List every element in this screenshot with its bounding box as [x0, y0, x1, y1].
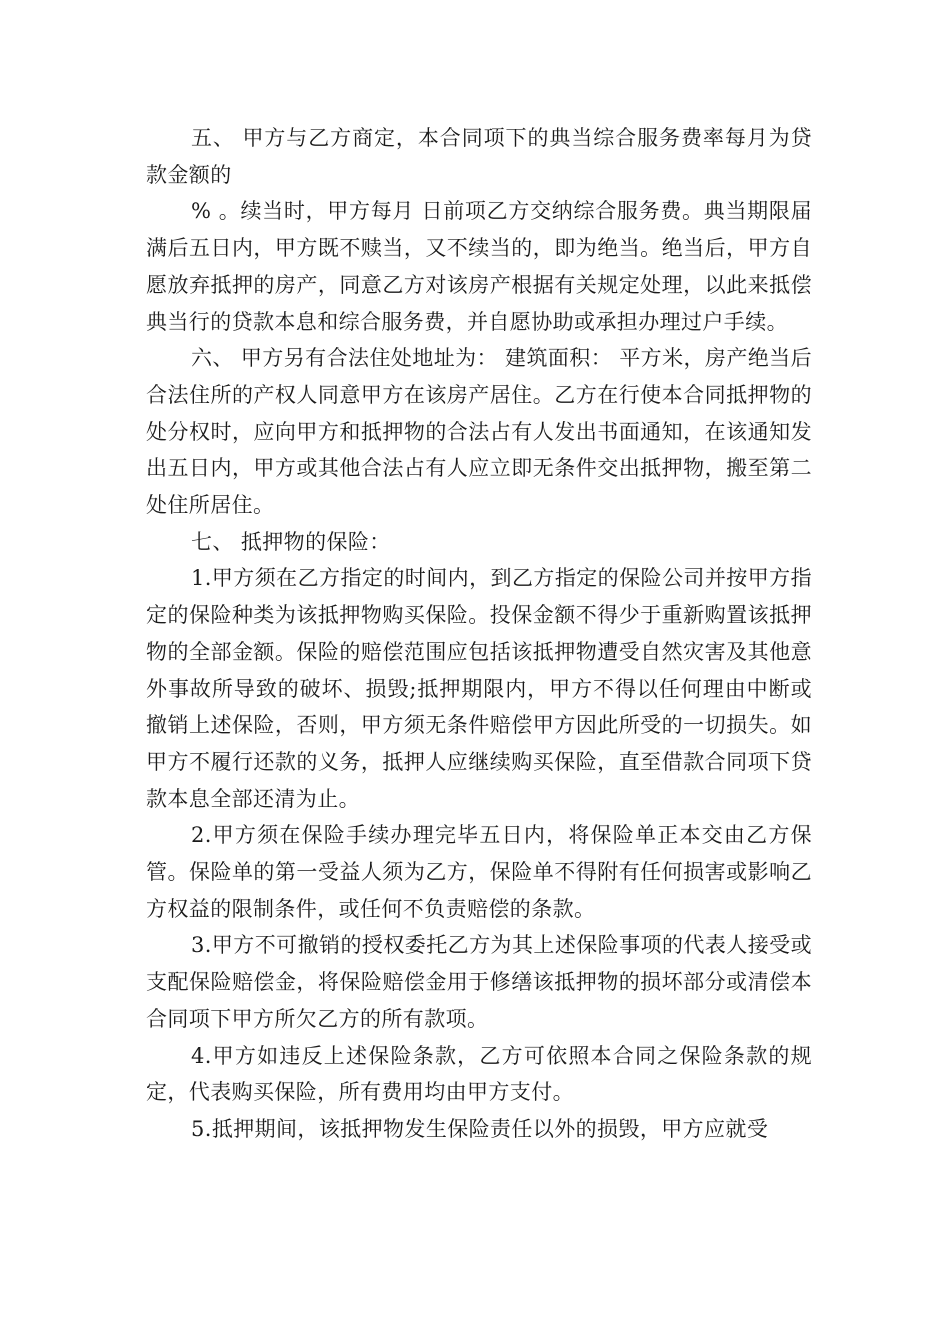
paragraph-clause-7-item-5: 5.抵押期间，该抵押物发生保险责任以外的损毁，甲方应就受	[191, 1116, 769, 1141]
paragraph-clause-6: 六、 甲方另有合法住处地址为： 建筑面积： 平方米，房产绝当后合法住所的产权人同意甲方在该房产居住。乙方在行使本合同抵押物的处分权时，应向甲方和抵押物的合法占有人发出书面通知，在该通知发出五日内，甲方或其他合法占有人应立即无条件交出抵押物，搬至第二处住所居住。	[146, 346, 812, 518]
paragraph-clause-5-continued: % 。续当时，甲方每月 日前项乙方交纳综合服务费。典当期限届满后五日内，甲方既不赎当，又不续当的，即为绝当。绝当后，甲方自愿放弃抵押的房产，同意乙方对该房产根据有关规定处理，以此来抵偿典当行的贷款本息和综合服务费，并自愿协助或承担办理过户手续。	[146, 199, 812, 334]
paragraph-clause-7-item-4: 4.甲方如违反上述保险条款，乙方可依照本合同之保险条款的规定，代表购买保险，所有费用均由甲方支付。	[146, 1043, 812, 1105]
paragraph-clause-7-item-1: 1.甲方须在乙方指定的时间内，到乙方指定的保险公司并按甲方指定的保险种类为该抵押物购买保险。投保金额不得少于重新购置该抵押物的全部金额。保险的赔偿范围应包括该抵押物遭受自然灾害及其他意外事故所导致的破坏、损毁;抵押期限内，甲方不得以任何理由中断或撤销上述保险，否则，甲方须无条件赔偿甲方因此所受的一切损失。如甲方不履行还款的义务，抵押人应继续购买保险，直至借款合同项下贷款本息全部还清为止。	[146, 566, 812, 811]
paragraph-clause-5: 五、 甲方与乙方商定，本合同项下的典当综合服务费率每月为贷款金额的	[146, 126, 812, 187]
document-body	[146, 120, 812, 1148]
paragraph-clause-7-heading: 七、 抵押物的保险：	[191, 529, 391, 554]
paragraph-clause-7-item-3: 3.甲方不可撤销的授权委托乙方为其上述保险事项的代表人接受或支配保险赔偿金，将保险赔偿金用于修缮该抵押物的损坏部分或清偿本合同项下甲方所欠乙方的所有款项。	[146, 933, 812, 1031]
paragraph-clause-7-item-2: 2.甲方须在保险手续办理完毕五日内，将保险单正本交由乙方保管。保险单的第一受益人须为乙方，保险单不得附有任何损害或影响乙方权益的限制条件，或任何不负责赔偿的条款。	[146, 823, 812, 921]
